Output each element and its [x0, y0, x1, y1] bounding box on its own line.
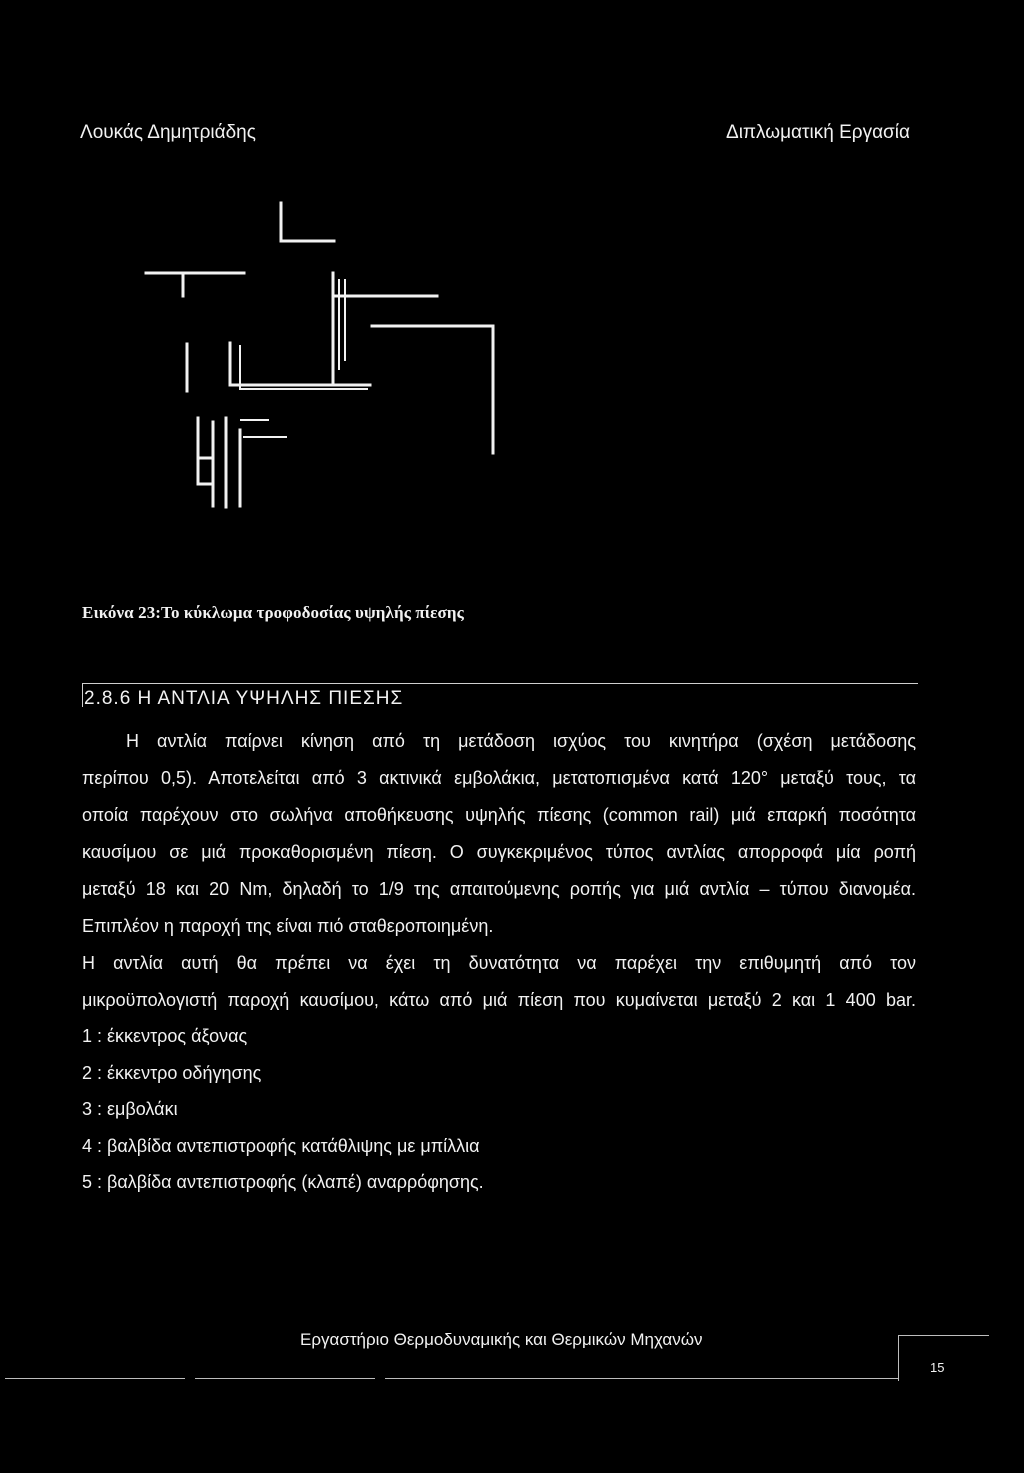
- paragraph-line: μικροϋπολογιστή παροχή καυσίμου, κάτω από μιά πίεση που κυμαίνεται μεταξύ 2 και 1 400 bar.: [82, 990, 916, 1010]
- header-doc-type: Διπλωματική Εργασία: [726, 122, 910, 143]
- figure-line: [240, 346, 367, 389]
- footer-rule: [385, 1378, 850, 1379]
- footer-rule: [5, 1378, 185, 1379]
- paragraph-line: Η αντλία παίρνει κίνηση από τη μετάδοση ισχύος του κινητήρα (σχέση μετάδοσης: [126, 731, 916, 751]
- paragraph-line: οποία παρέχουν στο σωλήνα αποθήκευσης υψηλής πίεσης (common rail) μιά επαρκή ποσότητα: [82, 805, 916, 825]
- list-item: 3 : εμβολάκι: [82, 1099, 178, 1119]
- list-item: 5 : βαλβίδα αντεπιστροφής (κλαπέ) αναρρόφησης.: [82, 1172, 484, 1192]
- list-item: 4 : βαλβίδα αντεπιστροφής κατάθλιψης με μπίλλια: [82, 1135, 480, 1156]
- header-author: Λουκάς Δημητριάδης: [80, 122, 256, 143]
- section-title: 2.8.6 Η ΑΝΤΛΙΑ ΥΨΗΛΗΣ ΠΙΕΣΗΣ: [84, 688, 404, 709]
- list-item: 2 : έκκεντρο οδήγησης: [82, 1062, 262, 1083]
- figure-line: [198, 418, 212, 484]
- figure-line: [230, 343, 370, 385]
- paragraph-line: Επιπλέον η παροχή της είναι πιό σταθεροποιημένη.: [82, 916, 494, 936]
- body-text: [82, 723, 916, 1019]
- paragraph-line: μεταξύ 18 και 20 Nm, δηλαδή το 1/9 της απαιτούμενης ροπής για μιά αντλία – τύπου διανομέα.: [82, 879, 916, 899]
- paragraph-line: Η αντλία αυτή θα πρέπει να έχει τη δυνατότητα να παρέχει την επιθυμητή από τον: [82, 953, 916, 973]
- paragraph-line: περίπου 0,5). Αποτελείται από 3 ακτινικά εμβολάκια, μετατοπισμένα κατά 120° μεταξύ τους, τα: [82, 768, 916, 788]
- legend-list: [82, 1018, 484, 1201]
- list-item: 1 : έκκεντρος άξονας: [82, 1026, 248, 1046]
- circuit-figure: [0, 0, 1024, 560]
- footer-rule: [842, 1378, 898, 1379]
- figure-line: [281, 203, 334, 241]
- footer-lab: Εργαστήριο Θερμοδυναμικής και Θερμικών Μηχανών: [300, 1330, 703, 1349]
- figure-line: [372, 326, 493, 453]
- page-number: 15: [930, 1360, 945, 1375]
- figure-caption: Εικόνα 23:Το κύκλωμα τροφοδοσίας υψηλής πίεσης: [82, 603, 464, 622]
- section-rule: [82, 683, 918, 684]
- footer-rule: [195, 1378, 375, 1379]
- paragraph-line: καυσίμου σε μιά προκαθορισμένη πίεση. Ο συγκεκριμένος τύπος αντλίας απορροφά μία ροπή: [82, 842, 916, 862]
- section-rule-tick: [82, 683, 83, 707]
